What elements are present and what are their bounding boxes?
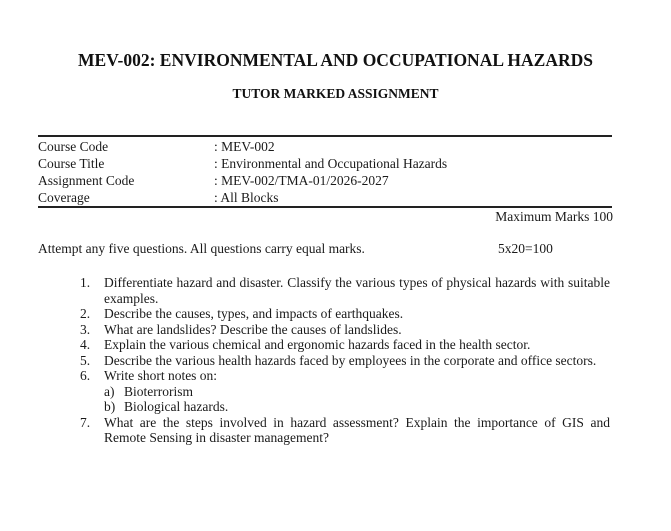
question-text: What are the steps involved in hazard assessment? Explain the importance of GIS and Remote Sensing in disaster management? <box>104 414 610 445</box>
info-label: Course Title <box>38 156 105 171</box>
info-value: : MEV-002/TMA-01/2026-2027 <box>214 173 389 188</box>
info-label: Assignment Code <box>38 173 135 188</box>
question-item <box>80 368 610 384</box>
question-item <box>80 306 610 322</box>
info-row-course-code <box>38 138 612 155</box>
sub-question-text: Bioterrorism <box>124 383 193 399</box>
instruction-text: Attempt any five questions. All questions carry equal marks. <box>38 241 365 256</box>
top-divider <box>38 135 612 137</box>
question-text: Explain the various chemical and ergonomic hazards faced in the health sector. <box>104 337 531 352</box>
question-text: Write short notes on: <box>104 368 218 383</box>
question-number: 4. <box>80 337 91 352</box>
sub-question-number: b) <box>104 399 116 414</box>
question-number: 2. <box>80 306 91 321</box>
question-text: What are landslides? Describe the causes of landslides. <box>104 321 402 337</box>
question-number: 6. <box>80 368 91 383</box>
question-item <box>80 337 610 353</box>
info-label: Course Code <box>38 139 109 154</box>
question-text: Describe the various health hazards faced by employees in the corporate and office sectors. <box>104 352 597 368</box>
sub-question-item <box>80 399 610 415</box>
question-text: Describe the causes, types, and impacts of earthquakes. <box>104 306 404 321</box>
question-number: 7. <box>80 414 91 430</box>
course-info-table <box>38 138 612 206</box>
question-list <box>80 275 610 446</box>
bottom-divider <box>38 206 612 208</box>
question-item <box>80 322 610 338</box>
question-text: Differentiate hazard and disaster. Classify the various types of physical hazards with suitable examples. <box>104 275 610 306</box>
question-number: 3. <box>80 321 91 337</box>
question-item <box>80 275 610 306</box>
question-number: 1. <box>80 275 91 290</box>
info-row-coverage <box>38 189 612 206</box>
question-item <box>80 353 610 369</box>
info-value: : Environmental and Occupational Hazards <box>214 156 448 171</box>
sub-question-number: a) <box>104 383 115 399</box>
info-value: : All Blocks <box>214 190 279 205</box>
info-label: Coverage <box>38 190 90 205</box>
document-title: MEV-002: ENVIRONMENTAL AND OCCUPATIONAL HAZARDS <box>78 50 593 70</box>
sub-question-text: Biological hazards. <box>124 399 229 414</box>
info-value: : MEV-002 <box>214 139 275 154</box>
sub-question-item <box>80 384 610 400</box>
info-row-course-title <box>38 155 612 172</box>
question-number: 5. <box>80 352 91 368</box>
maximum-marks: Maximum Marks 100 <box>495 209 613 224</box>
marks-distribution: 5x20=100 <box>498 241 553 256</box>
info-row-assignment-code <box>38 172 612 189</box>
document-subtitle: TUTOR MARKED ASSIGNMENT <box>232 86 439 101</box>
question-item <box>80 415 610 446</box>
